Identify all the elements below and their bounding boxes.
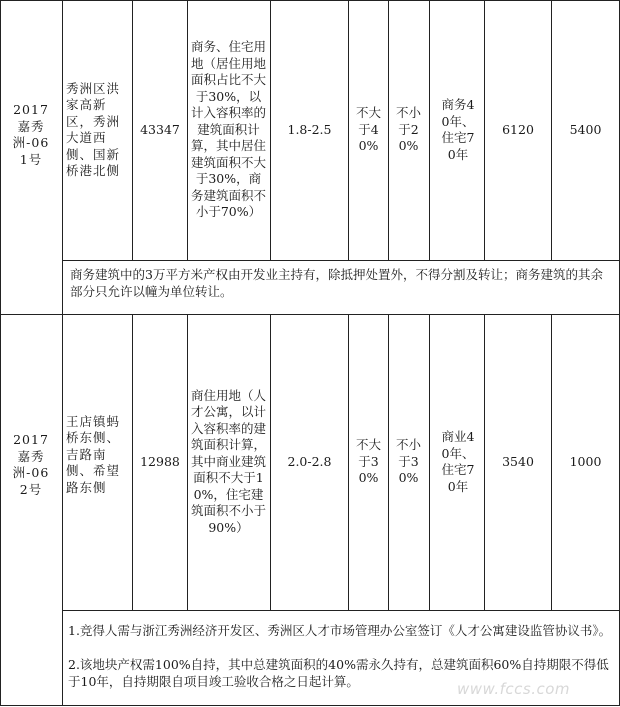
column-divider	[388, 0, 389, 260]
land-use-cell: 商务、住宅用地（居住用地面积占比不大于30%，以计入容积率的建筑面积计算，其中居住建筑面积不大于30%，商务建筑面积不小于70%）	[190, 39, 266, 220]
land-term-cell: 商务40年、住宅70年	[441, 97, 475, 162]
table-border-bottom	[0, 705, 620, 706]
column-divider	[429, 0, 430, 260]
floor-area-ratio-cell: 2.0-2.8	[287, 453, 332, 469]
parcel-number-cell: 2017嘉秀洲-061号	[12, 102, 50, 167]
row-divider	[62, 610, 620, 611]
area-cell: 12988	[140, 453, 180, 469]
column-divider	[187, 0, 188, 260]
green-ratio-cell: 不小于20%	[395, 105, 421, 154]
building-density-cell: 不大于40%	[355, 105, 381, 154]
row-note-line: 1.竞得人需与浙江秀洲经济开发区、秀洲区人才市场管理办公室签订《人才公寓建设监管协议书》。	[68, 623, 612, 638]
floor-area-ratio-cell: 1.8-2.5	[287, 121, 332, 137]
location-cell: 秀洲区洪家高新区，秀洲大道西侧、国新桥港北侧	[66, 80, 121, 178]
starting-price-cell: 3540	[502, 453, 534, 469]
deposit-cell: 1000	[569, 453, 602, 469]
row-divider	[62, 260, 620, 261]
parcel-number-cell: 2017嘉秀洲-062号	[12, 432, 50, 497]
column-divider	[429, 314, 430, 610]
land-term-cell: 商业40年、住宅70年	[441, 429, 475, 494]
location-cell: 王店镇蚂桥东侧、吉路南侧、希望路东侧	[66, 413, 121, 495]
column-divider	[187, 314, 188, 610]
land-use-cell: 商住用地（人才公寓，以计入容积率的建筑面积计算，其中商业建筑面积不大于10%，住宅建筑面积不小于90%）	[190, 387, 266, 535]
column-divider	[348, 314, 349, 610]
area-cell: 43347	[140, 121, 180, 137]
row-note-line: 2.该地块产权需100%自持，其中总建筑面积的40%需永久持有，总建筑面积60%自持期限不得低于10年，自持期限自项目竣工验收合格之日起计算。	[68, 657, 609, 689]
deposit-cell: 5400	[569, 121, 602, 137]
column-divider	[388, 314, 389, 610]
column-divider	[62, 0, 63, 706]
table-border-left	[0, 0, 1, 706]
green-ratio-cell: 不小于30%	[395, 437, 421, 486]
column-divider	[348, 0, 349, 260]
row-note: 商务建筑中的3万平方米产权由开发业主持有，除抵押处置外，不得分割及转让；商务建筑的其余部分只允许以幢为单位转让。	[70, 267, 603, 299]
starting-price-cell: 6120	[502, 121, 534, 137]
building-density-cell: 不大于30%	[355, 437, 381, 486]
site-watermark: www.fccs.com	[457, 680, 571, 698]
